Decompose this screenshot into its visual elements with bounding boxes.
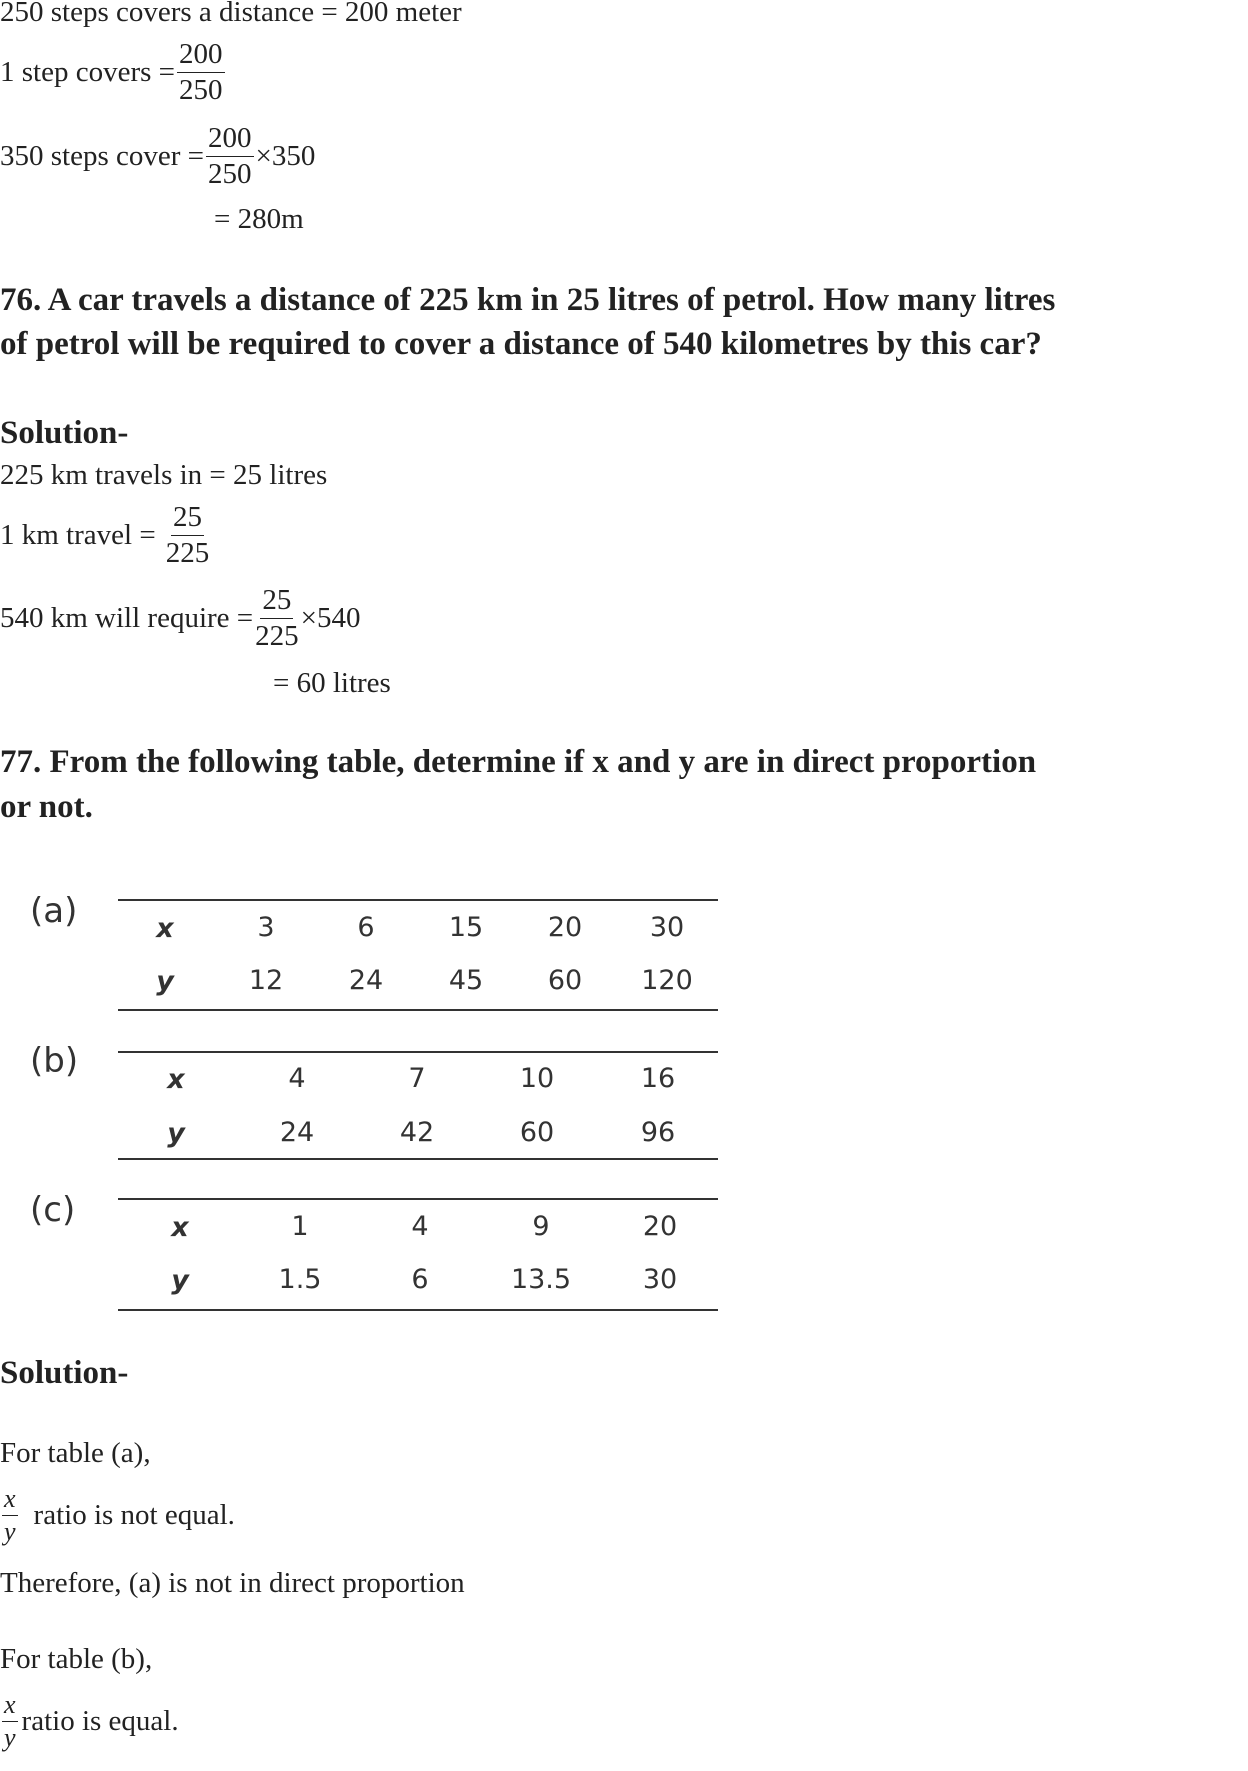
cell-x: 6	[357, 912, 375, 943]
row-label-y: y	[156, 966, 174, 997]
question-76-line1: 76. A car travels a distance of 225 km in 25 litres of petrol. How many litres	[0, 282, 1056, 318]
table-top-rule	[118, 1051, 718, 1053]
cell-x: 10	[519, 1063, 555, 1094]
cell-y: 6	[411, 1264, 429, 1295]
solution-heading: Solution-	[0, 1355, 129, 1391]
text-line: 250 steps covers a distance = 200 meter	[0, 0, 462, 28]
question-77-line2: or not.	[0, 789, 93, 825]
cell-x: 20	[642, 1211, 678, 1242]
numerator: x	[2, 1692, 18, 1722]
table-top-rule	[118, 899, 718, 901]
numerator: 25	[260, 586, 293, 619]
denominator: 225	[165, 537, 210, 569]
table-label: (c)	[30, 1190, 76, 1230]
denominator: y	[4, 1517, 16, 1546]
fraction	[177, 40, 225, 105]
text: 350 steps cover =	[0, 140, 205, 172]
denominator: 250	[179, 74, 223, 106]
numerator: x	[2, 1486, 18, 1516]
cell-x: 30	[649, 912, 685, 943]
row-label-x: x	[156, 913, 174, 944]
text: ×540	[300, 602, 361, 634]
text: 1 step covers =	[0, 56, 176, 88]
equation-1-km	[0, 503, 211, 568]
row-label-y: y	[171, 1265, 189, 1296]
cell-y: 24	[279, 1117, 315, 1148]
cell-x: 15	[448, 912, 484, 943]
numerator: 200	[177, 40, 225, 73]
row-label-x: x	[167, 1064, 185, 1095]
text-line: For table (a),	[0, 1437, 151, 1469]
table-bottom-rule	[118, 1009, 718, 1011]
table-top-rule	[118, 1198, 718, 1200]
cell-y: 1.5	[278, 1264, 322, 1295]
table-bottom-rule	[118, 1158, 718, 1160]
text: ratio is equal.	[21, 1705, 179, 1737]
cell-x: 4	[411, 1211, 429, 1242]
fraction	[166, 503, 210, 568]
table-label: (b)	[30, 1041, 79, 1081]
cell-x: 3	[257, 912, 275, 943]
equation-540-km	[0, 586, 361, 651]
table-bottom-rule	[118, 1309, 718, 1311]
cell-x: 20	[547, 912, 583, 943]
cell-y: 24	[348, 965, 384, 996]
cell-y: 60	[519, 1117, 555, 1148]
text: 540 km will require =	[0, 602, 254, 634]
text: ratio is not equal.	[33, 1499, 235, 1531]
result: = 280m	[214, 203, 304, 235]
result: = 60 litres	[273, 667, 391, 699]
row-label-y: y	[167, 1118, 185, 1149]
cell-x: 7	[408, 1063, 426, 1094]
ratio-line-a	[0, 1486, 235, 1545]
text-line: 225 km travels in = 25 litres	[0, 459, 328, 491]
cell-x: 9	[532, 1211, 550, 1242]
cell-y: 60	[547, 965, 583, 996]
fraction-x-over-y	[2, 1486, 18, 1545]
numerator: 25	[171, 503, 204, 536]
cell-y: 12	[248, 965, 284, 996]
text: ×350	[255, 140, 316, 172]
ratio-line-b	[0, 1692, 179, 1751]
cell-x: 1	[291, 1211, 309, 1242]
fraction	[206, 124, 254, 189]
text-line: For table (b),	[0, 1643, 153, 1675]
numerator: 200	[206, 124, 254, 157]
text-line: Therefore, (a) is not in direct proportion	[0, 1567, 465, 1599]
table-label: (a)	[30, 891, 78, 931]
denominator: 250	[208, 158, 252, 190]
cell-y: 45	[448, 965, 484, 996]
fraction-x-over-y	[2, 1692, 18, 1751]
cell-y: 96	[640, 1117, 676, 1148]
cell-x: 4	[288, 1063, 306, 1094]
equation-1-step	[0, 40, 227, 105]
cell-y: 120	[641, 965, 693, 996]
fraction	[255, 586, 299, 651]
question-76-line2: of petrol will be required to cover a distance of 540 kilometres by this car?	[0, 326, 1042, 362]
denominator: 225	[255, 620, 299, 652]
cell-y: 13.5	[510, 1264, 572, 1295]
row-label-x: x	[171, 1212, 189, 1243]
equation-350-steps	[0, 124, 315, 189]
question-77-line1: 77. From the following table, determine if x and y are in direct proportion	[0, 744, 1037, 780]
denominator: y	[4, 1723, 16, 1752]
cell-y: 30	[642, 1264, 678, 1295]
solution-heading: Solution-	[0, 415, 129, 451]
text: 1 km travel =	[0, 519, 156, 551]
cell-x: 16	[640, 1063, 676, 1094]
cell-y: 42	[399, 1117, 435, 1148]
